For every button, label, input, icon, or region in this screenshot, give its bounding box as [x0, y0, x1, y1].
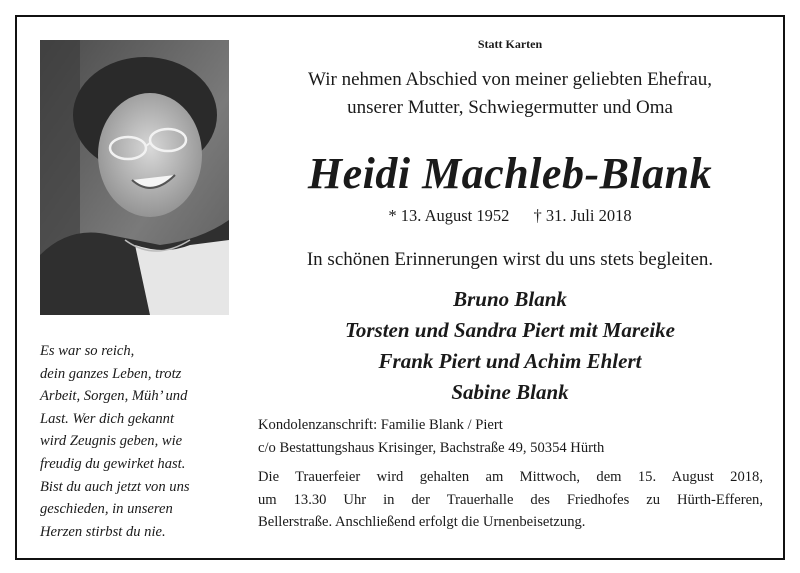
- poem-line: Last. Wer dich gekannt: [40, 410, 175, 427]
- intro-text: [250, 66, 770, 122]
- family-member: Frank Piert und Achim Ehlert: [378, 349, 642, 373]
- intro-line: unserer Mutter, Schwiegermutter und Oma: [347, 97, 673, 118]
- poem-line: Arbeit, Sorgen, Müh’ und: [40, 388, 188, 405]
- poem-line: geschieden, in unseren: [40, 501, 173, 518]
- portrait-photo: [40, 40, 229, 315]
- funeral-line: um 13.30 Uhr in der Trauerhalle des Friedhofes zu Hürth-Efferen,: [258, 491, 763, 508]
- birth-date: * 13. August 1952: [388, 206, 510, 225]
- funeral-info: [258, 466, 763, 534]
- poem-line: Es war so reich,: [40, 343, 135, 359]
- poem-line: Herzen stirbst du nie.: [40, 523, 166, 540]
- life-dates: [250, 206, 770, 226]
- death-date: † 31. Juli 2018: [533, 206, 632, 225]
- funeral-line: Die Trauerfeier wird gehalten am Mittwoch, dem 15. August 2018,: [258, 469, 763, 485]
- deceased-name: Heidi Machleb-Blank: [307, 149, 713, 198]
- portrait-photo-image: [40, 40, 229, 315]
- memory-line: In schönen Erinnerungen wirst du uns stets begleiten.: [306, 249, 714, 270]
- family-member: Sabine Blank: [451, 380, 569, 404]
- poem-line: Bist du auch jetzt von uns: [40, 478, 190, 495]
- poem-line: freudig du gewirket hast.: [40, 455, 186, 472]
- condolence-address: [258, 414, 778, 459]
- family-list: [250, 284, 770, 408]
- poem-line: wird Zeugnis geben, wie: [40, 433, 183, 450]
- statt-karten-label: Statt Karten: [477, 37, 543, 51]
- intro-line: Wir nehmen Abschied von meiner geliebten Ehefrau,: [308, 69, 712, 90]
- funeral-line: Bellerstraße. Anschließend erfolgt die Urnenbeisetzung.: [258, 514, 586, 530]
- poem-line: dein ganzes Leben, trotz: [40, 365, 182, 382]
- family-member: Torsten und Sandra Piert mit Mareike: [344, 318, 676, 342]
- memorial-poem: [40, 340, 225, 543]
- condolence-line: c/o Bestattungshaus Krisinger, Bachstraße 49, 50354 Hürth: [258, 439, 605, 456]
- family-member: Bruno Blank: [453, 287, 567, 311]
- condolence-line: Kondolenzanschrift: Familie Blank / Piert: [258, 417, 503, 433]
